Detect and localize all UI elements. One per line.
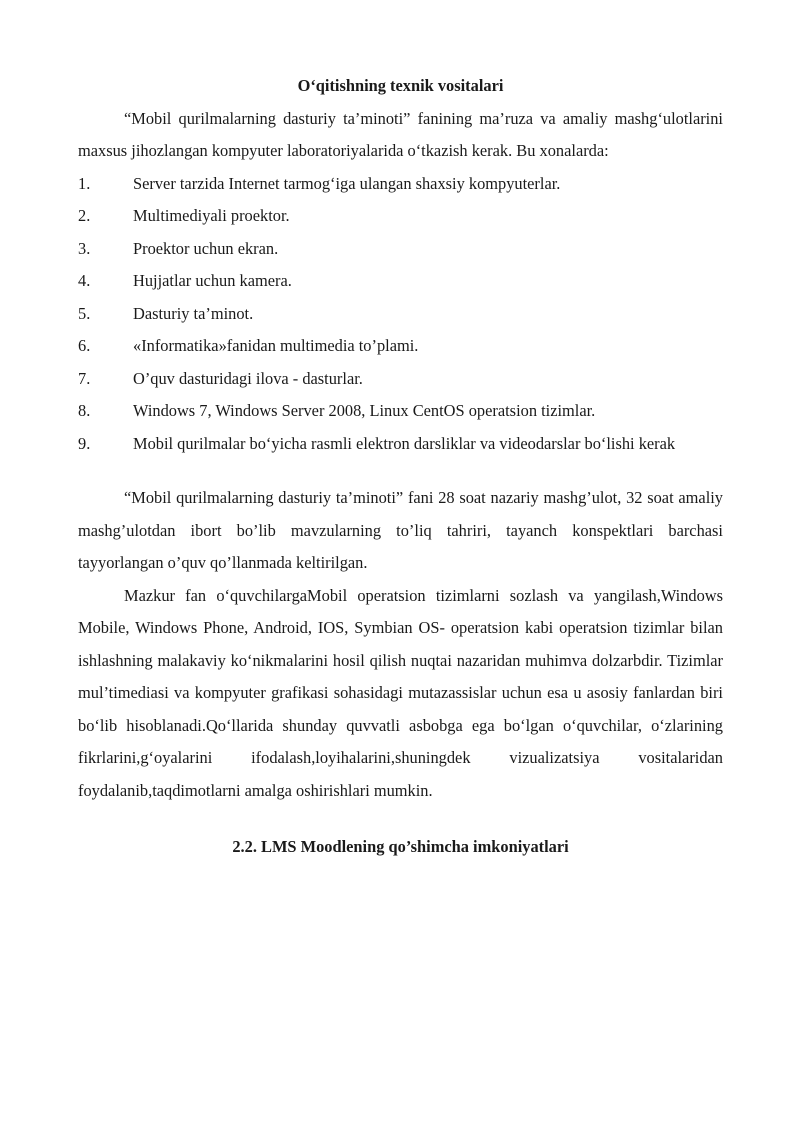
list-item	[78, 168, 723, 201]
list-item-text: Proektor uchun ekran.	[133, 238, 279, 258]
list-item	[78, 200, 723, 233]
list-item	[78, 233, 723, 266]
list-item	[78, 363, 723, 396]
list-item-number: 1.	[78, 173, 91, 193]
spacer	[78, 460, 723, 482]
list-item-text: Server tarzida Internet tarmog‘iga ulangan shaxsiy kompyuterlar.	[133, 173, 561, 193]
list-item	[78, 298, 723, 331]
list-item-text: O’quv dasturidagi ilova - dasturlar.	[133, 368, 363, 388]
equipment-list	[78, 168, 723, 461]
course-purpose-paragraph: Mazkur fan o‘quvchilargaMobil operatsion tizimlarni sozlash va yangilash,Windows Mobile, Windows Phone, Android, IOS, Symbian OS- operatsion kabi operatsion tizimlar bilan ishlashning malakaviy ko‘nikmalarini hosil qilish nuqtai nazaridan muhimva dolzarbdir. Tizimlar mul’timediasi va kompyuter grafikasi sohasidagi mutazassislar uchun esa u asosiy fanlardan biri bo‘lib hisoblanadi.Qo‘llarida shunday quvvatli asbobga ega bo‘lgan o‘quvchilar, o‘zlarining fikrlarini,g‘oyalarini ifodalash,loyihalarini,shuningdek vizualizatsiya vositalaridan foydalanib,taqdimotlarni amalga oshirishlari mumkin.	[78, 585, 723, 800]
list-item	[78, 428, 723, 461]
spacer	[78, 807, 723, 831]
list-item	[78, 265, 723, 298]
list-item-text: «Informatika»fanidan multimedia to’plami.	[133, 336, 419, 355]
list-item-text: Mobil qurilmalar bo‘yicha rasmli elektron darsliklar va videodarslar bo‘lishi kerak	[133, 433, 676, 453]
list-item-text: Multimediyali proektor.	[133, 206, 290, 225]
list-item-number: 7.	[78, 368, 91, 388]
intro-paragraph: “Mobil qurilmalarning dasturiy ta’minoti” fanining ma’ruza va amaliy mashg‘ulotlarini maxsus jihozlangan kompyuter laboratoriyalarida o‘tkazish kerak. Bu xonalarda:	[78, 108, 723, 160]
list-item-number: 9.	[78, 433, 91, 453]
list-item-text: Dasturiy ta’minot.	[133, 303, 254, 323]
page-title: O‘qitishning texnik vositalari	[297, 76, 504, 95]
list-item-number: 5.	[78, 303, 91, 323]
list-item	[78, 395, 723, 428]
page-content	[78, 70, 723, 864]
course-hours-paragraph: “Mobil qurilmalarning dasturiy ta’minoti” fani 28 soat nazariy mashg’ulot, 32 soat amaliy mashg’ulotdan ibort bo’lib mavzularning to’liq tahriri, tayanch konspektlari barchasi tayyorlangan o’quv qo’llanmada keltirilgan.	[78, 488, 723, 572]
list-item-text: Windows 7, Windows Server 2008, Linux CentOS operatsion tizimlar.	[133, 401, 596, 420]
list-item	[78, 330, 723, 363]
list-item-number: 2.	[78, 206, 91, 225]
list-item-number: 8.	[78, 401, 91, 420]
list-item-number: 6.	[78, 336, 91, 355]
list-item-text: Hujjatlar uchun kamera.	[133, 271, 292, 290]
section-heading: 2.2. LMS Moodlening qo’shimcha imkoniyatlari	[232, 837, 569, 856]
list-item-number: 4.	[78, 271, 91, 290]
list-item-number: 3.	[78, 238, 91, 258]
